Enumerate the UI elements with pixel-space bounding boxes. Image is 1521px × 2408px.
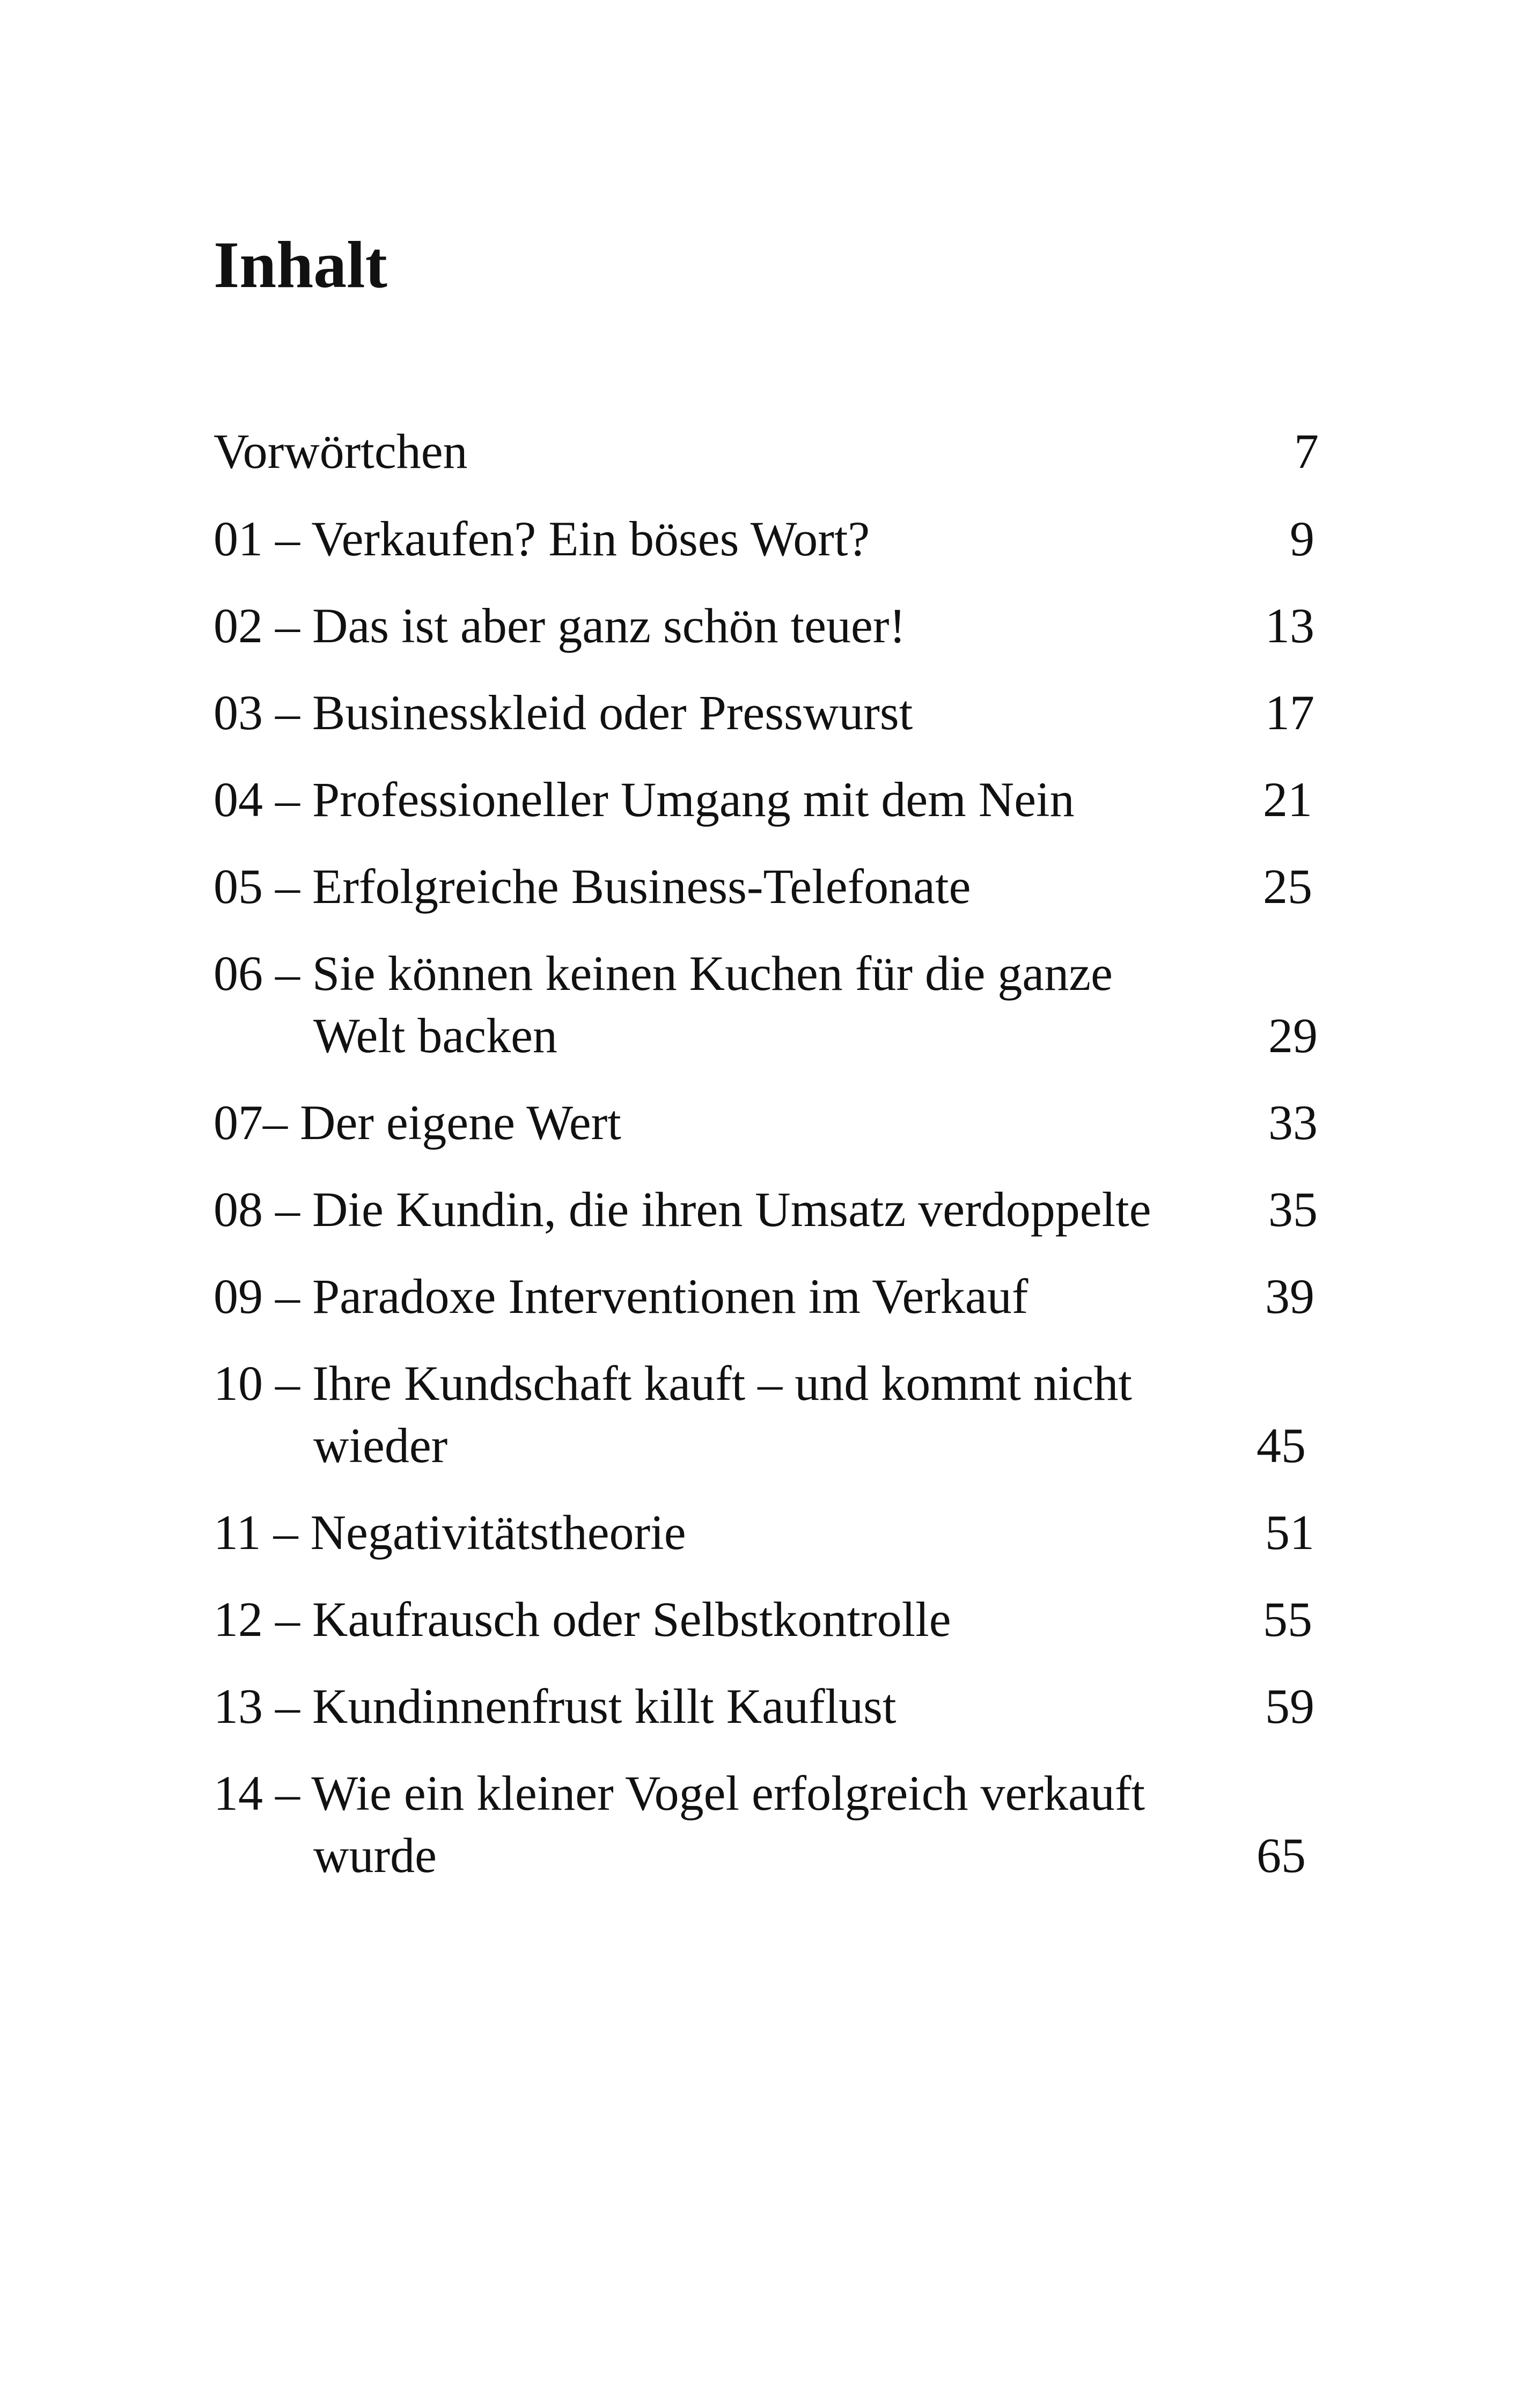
toc-entry-page: 29 [1268,1008,1318,1063]
toc-entry-title: 04 – Professioneller Umgang mit dem Nein [214,772,1075,827]
toc-entry-title: 07– Der eigene Wert [214,1095,621,1150]
toc-entry-title: 06 – Sie können keinen Kuchen für die ganze [214,946,1113,1001]
toc-entry-page: 59 [1265,1679,1314,1734]
toc-entry-page: 21 [1263,772,1312,827]
toc-entry-page: 13 [1265,598,1314,653]
toc-entry-title-continued: wieder [313,1418,448,1473]
toc-entry-title: 02 – Das ist aber ganz schön teuer! [214,598,906,653]
toc-entry-page: 7 [1294,424,1319,479]
toc-entry-page: 51 [1265,1505,1314,1560]
toc-entry-title: 12 – Kaufrausch oder Selbstkontrolle [214,1592,951,1647]
toc-entry-title: 01 – Verkaufen? Ein böses Wort? [214,511,870,566]
toc-entry-page: 45 [1257,1418,1306,1473]
toc-entry-title: 13 – Kundinnenfrust killt Kauflust [214,1679,897,1734]
toc-entry-title: 08 – Die Kundin, die ihren Umsatz verdoppelte [214,1182,1151,1237]
toc-entry-page: 25 [1263,859,1312,914]
toc-entry-page: 35 [1268,1182,1318,1237]
toc-entry-page: 39 [1265,1269,1314,1324]
toc-entry-title-continued: wurde [313,1828,437,1883]
toc-entry-title-continued: Welt backen [313,1008,557,1063]
toc-entry-title: 10 – Ihre Kundschaft kauft – und kommt nicht [214,1356,1132,1411]
toc-entry-title: 09 – Paradoxe Interventionen im Verkauf [214,1269,1028,1324]
page-title: Inhalt [214,228,387,302]
toc-entry-title: 03 – Businesskleid oder Presswurst [214,685,913,740]
toc-entry-title: 14 – Wie ein kleiner Vogel erfolgreich verkauft [214,1766,1145,1820]
toc-entry-title: Vorwörtchen [214,424,468,479]
toc-entry-title: 05 – Erfolgreiche Business-Telefonate [214,859,971,914]
toc-entry-page: 9 [1290,511,1314,566]
toc-entry-title: 11 – Negativitätstheorie [214,1505,686,1560]
toc-entry-page: 65 [1257,1828,1306,1883]
toc-entry-page: 33 [1268,1095,1318,1150]
toc-entry-page: 17 [1265,685,1314,740]
toc-entry-page: 55 [1263,1592,1312,1647]
